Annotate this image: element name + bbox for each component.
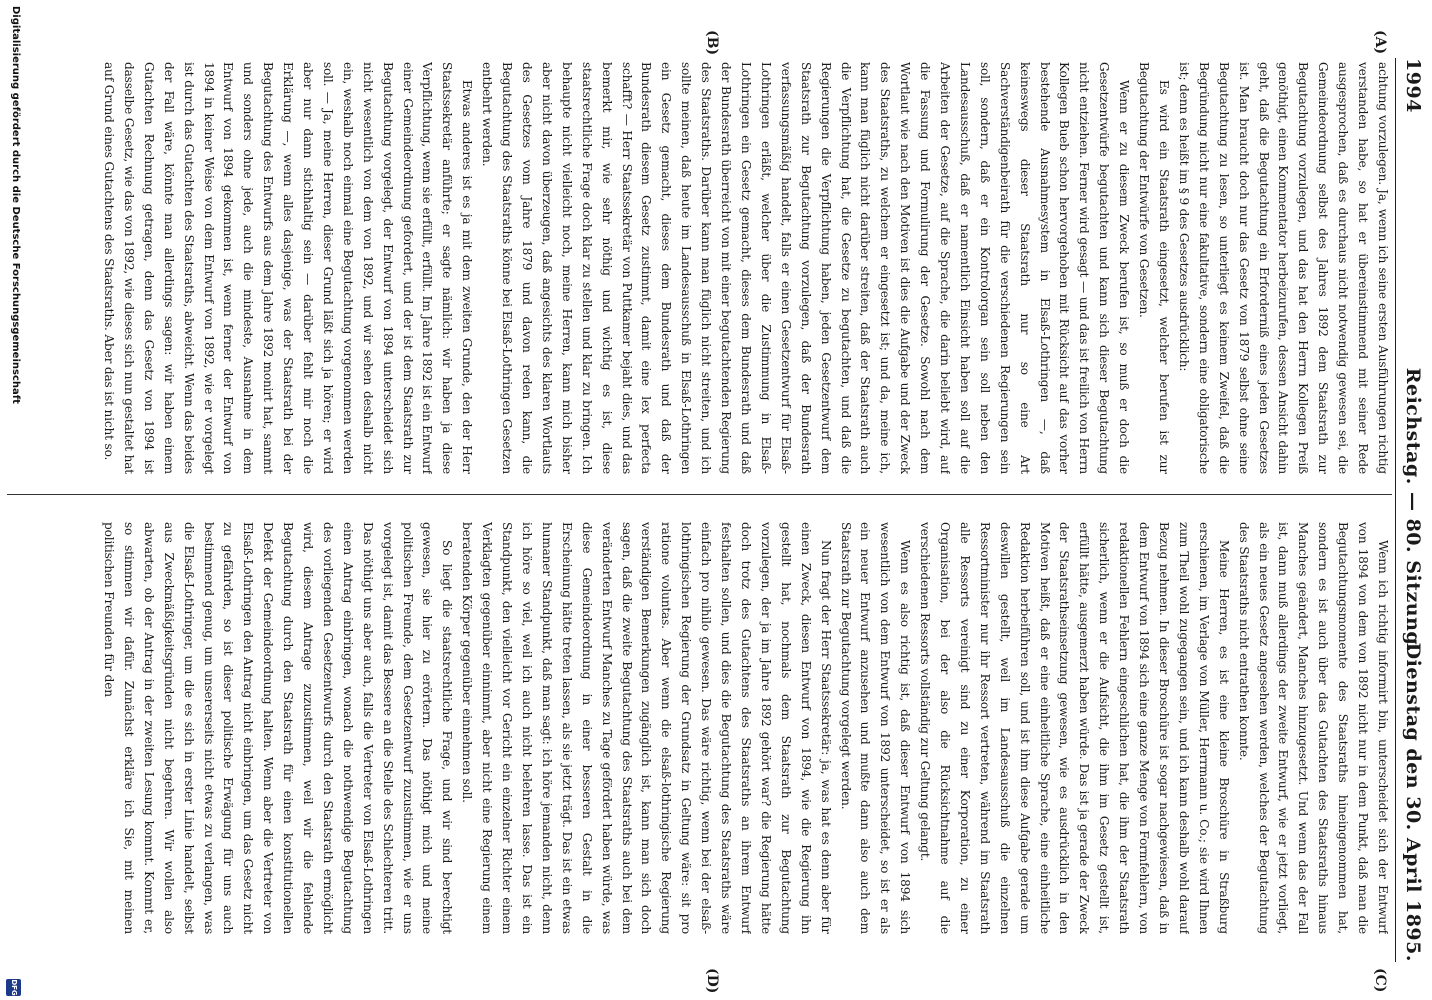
paragraph: Wenn er zu diesem Zweck berufen ist, so muß er doch die Gesetzentwürfe begutachten und kann sich dieser Begutachtung nicht entziehen. Ferner wird gesagt — und das ist freilich von Herrn Kollegen Bueb schon hervorgehoben mit Rücksicht auf das vorher bestehende Ausnahmesystem in Elsaß-Lothringen —, daß keineswegs dieser Staatsrath nur so eine Art Sachverständigenbeirath für die verschiedenen Regierungen sein soll, sondern, daß er ein Kontrolorgan sein soll neben den Landesausschuß, daß er namentlich Einsicht haben soll auf die Arbeiten der Gesetze, auf die Sprache, die darin beliebt wird, auf die Fassung und Formulirung der Gesetze. Sowohl nach dem Wortlaut wie nach den Motiven ist dies die Aufgabe und der Zweck des Staatsraths, zu welchem er eingesetzt ist; und da, meine ich, kann man füglich nicht darüber streiten, daß der Staatsrath auch die Verpflichtung hat, die Gesetze zu begutachten, und daß die Regierungen die Verpflichtung haben, jeden Gesetzentwurf dem Staatsrath zur Begutachtung vorzulegen, daß der Bundesrath verfassungsmäßig handelt, falls er einen Gesetzentwurf für Elsaß-Lothringen erläßt, welcher über die Zustimmung in Elsaß-Lothringen ein Gesetz gemacht, dieses dem Bundesrath und daß der Bundesrath überreicht von mit einer begutachtenden Regierung des Staatsraths. Darüber kann man füglich nicht streiten, und ich sollte meinen, daß heute im Landesausschuß in Elsaß-Lothringen ein Gesetz gemacht, dieses dem Bundesrath und daß der Bundesrath diesem Gesetz zustimmt, damit eine lex perfecta schafft? — Herr Staatssekretär von Puttkamer bejaht dies, und das bemerkt mir, wie sehr nöthig und wichtig es ist, diese staatsrechtliche Frage doch klar zu stellen und klar zu bringen. Ich behaupte nicht vielleicht noch, meine Herren, kann mich bisher aber nicht davon überzeugen, daß angesichts des klaren Wortlauts des Gesetzes vom Jahre 1879 und davon reden kann, die Begutachtung des Staatsraths könne bei Elsaß-Lothringen Gesetzen entbehrt werden.	[480, 62, 1132, 474]
margin-mark-d: (D)	[704, 968, 720, 994]
margin-mark-b: (B)	[704, 30, 720, 56]
margin-mark-c: (C)	[1372, 968, 1388, 993]
paragraph: Nun fragt der Herr Staatssekretär: ja, was hat es denn aber für einen Zweck, diesen Entwurf von 1894, wie die Regierung ihn gestellt hat, nochmals dem Staatsrath zur Begutachtung vorzulegen, der ja im Jahre 1892 gehört war? die Regierung hätte doch trotz des Gutachtens des Staatsraths an ihrem Entwurf festhalten sollen, und dies die Begutachtung des Staatsraths wäre einfach pro nihilo gewesen. Das wäre richtig, wenn bei der elsaß-lothringischen Regierung der Grundsatz in Geltung wäre: sit pro ratione voluntas. Aber wenn die elsaß-lothringische Regierung verständigen Bemerkungen zugänglich ist, kann man sich doch sagen, daß die zweite Begutachtung des Staatsraths auch bei dem veränderten Entwurf Manches zu Tage gefördert haben würde, was diese Gemeindeordnung in einer besseren Gestalt in die Erscheinung hätte treten lassen, als sie jetzt trägt. Das ist ein etwas humaner Standpunkt, daß man sagt: ich höre jemanden nicht, denn ich höre so viel, weil ich auch nicht belehren lasse. Das ist ein Standpunkt, den vielleicht vor Gericht ein einzelner Richter einem Verklagten gegenüber einnimmt, aber nicht eine Regierung einem beratenden Körper gegenüber einnehmen soll.	[460, 522, 833, 934]
paragraph: Etwas anderes ist es ja mit dem zweiten Grunde, den der Herr Staatssekretär anführte; er sagte nämlich: wir haben ja diese Verpflichtung, wenn sie erfüllt, erfüllt. Im Jahre 1892 ist ein Entwurf einer Gemeindeordnung gefordert, und der ist dem Staatsrath zur Begutachtung vorgelegt, der Entwurf von 1894 unterscheidet sich nicht wesentlich von dem von 1892, und wir sehen deshalb nicht ein, weshalb noch einmal eine Begutachtung vorgenommen werden soll. — Ja, meine Herren, dieser Grund läßt sich ja hören; er wird aber nur dann stichhaltig sein — darüber fehlt mir noch die Erklärung —, wenn alles dasjenige, was der Staatsrath bei der Begutachtung des Entwurfs aus dem Jahre 1892 monirt hat, sammt und sonders ohne jede, auch die mindeste, Ausnahme in dem Entwurf von 1894 gekommen ist, wenn ferner der Entwurf von 1894 in keiner Weise von dem Entwurf von 1892, wie er vorgelegt ist durch das Gutachten des Staatsraths, abweicht. Wenn das beides der Fall wäre, könnte man allerdings sagen: wir haben einem Gutachten Rechnung getragen, denn das Gesetz von 1894 ist dasselbe Gesetz, wie das von 1892, wie dieses sich nun gestaltet hat auf Grund eines Gutachtens des Staatsraths. Aber das ist nicht so.	[102, 62, 475, 474]
funding-note: Digitalisierung gefördert durch die Deutsche Forschungsgemeinschaft	[10, 6, 21, 404]
digitization-footer	[3, 6, 21, 996]
page-date: Dienstag den 30. April 1895.	[1402, 642, 1424, 962]
paragraph: Meine Herren, es ist eine kleine Broschüre in Straßburg erschienen, im Verlage von Müller, Herrmann u. Co.; sie wird Ihnen zum Theil wohl zugegangen sein, und ich kann deshalb wohl darauf Bezug nehmen. In dieser Broschüre ist sogar nachgewiesen, daß in dem Entwurf von 1894 sich eine ganze Menge von Formfehlern, von redaktionellen Fehlern eingeschlichen hat, die ihm der Staatsrath sicherlich, wenn er die Aufsicht, die ihm im Gesetz gestellt ist, erfüllt hätte, ausgemerzt haben würde. Das ist ja gerade der Zweck der Staatsrathseinsetzung gewesen, wie es ausdrücklich in den Motiven heißt, daß er eine einheitliche Sprache, eine einheitliche Redaktion herbeiführen soll, und ist ihm diese Aufgabe gerade um deswillen gestellt, weil im Landesausschuß die einzelnen Ressortminister nur ihr Ressort vertreten, während im Staatsrath alle Ressorts vereinigt sind zu einer Korporation, zu einer Organisation, bei der also die Rücksichtnahme auf die verschiedenen Ressorts vollständig zur Geltung gelangt.	[918, 522, 1231, 934]
page-header	[1395, 58, 1426, 962]
left-column	[7, 62, 1392, 474]
margin-mark-a: (A)	[1372, 30, 1388, 55]
column-divider	[7, 494, 1392, 495]
page-number: 1994	[1402, 58, 1424, 113]
page-title: Reichstag. — 80. Sitzung.	[1402, 367, 1424, 653]
paragraph: Wenn es also richtig ist, daß dieser Entwurf von 1894 sich wesentlich von dem Entwurf von 1892 unterscheidet, so ist er als ein neuer Entwurf anzusehen und mußte dann also auch dem Staatsrath zur Begutachtung vorgelegt werden.	[838, 522, 913, 934]
dfg-logo: DFG	[6, 979, 21, 996]
paragraph: So liegt die staatsrechtliche Frage, und wir sind berechtigt gewesen, sie hier zu erörtern. Das nöthigt mich und meine politischen Freunde, dem Gesetzentwurf zuzustimmen, wie er uns vorgelegt ist, damit das Bessere an die Stelle des Schlechteren tritt. Das nöthigt uns aber auch, falls die Vertreter von Elsaß-Lothringen einen Antrag einbringen, wonach die nothwendige Begutachtung des vorliegenden Gesetzentwurfs durch den Staatsrath ermöglicht wird, diesem Antrage zuzustimmen, weil wir die fehlende Begutachtung durch den Staatsrath für einen konstitutionellen Defekt der Gemeindeordnung halten. Wenn aber die Vertreter von Elsaß-Lothringen den Antrag nicht einbringen, um das Gesetz nicht zu gefährden, so ist dieser politische Erwägung für uns auch bestimmend genug, um unsererseits nicht etwas zu verlangen, was die Elsaß-Lothringer, um die es sich in erster Linie handelt, selbst aus Zweckmäßigkeitsgründen nicht begehren. Wir wollen also abwarten, ob der Antrag in der zweiten Lesung kommt. Kommt er, so stimmen wir dafür. Zunächst erkläre ich Sie, mit meinen politischen Freunden für den	[102, 522, 455, 934]
paragraph: Wenn ich richtig informirt bin, unterscheidet sich der Entwurf von 1894 von dem von 1892 nicht nur in dem Punkt, daß man die Begutachtungsmomente des Staatsraths hineingenommen hat, sondern es ist auch über das Gutachten des Staatsraths hinaus Manches geändert, Manches hinzugesetzt. Und wenn das der Fall ist, dann muß allerdings der zweite Entwurf, wie er jetzt vorliegt, als ein neues Gesetz angesehen werden, welches der Begutachtung des Staatsraths nicht entrathen konnte.	[1236, 522, 1390, 934]
right-column	[7, 522, 1392, 934]
paragraph: Es wird ein Staatsrath eingesetzt, welcher berufen ist zur Begutachtung der Entwürfe von Gesetzen.	[1137, 62, 1172, 474]
paragraph: achtung vorzulegen. Ja, wenn ich seine ersten Ausführungen richtig verstanden habe, so hat er übereinstimmend mit seiner Rede ausgesprochen, daß es durchaus nicht notwendig gewesen sei, die Gemeindeordnung selbst des Jahres 1892 dem Staatsrath zur Begutachtung vorzulegen, und das hat den Herrn Kollegen Preiß genöthigt, einen Kommentator herbeizurufen, dessen Ansicht dahin geht, daß die Begutachtung ein Erforderniß eines jeden Gesetzes ist. Man braucht doch nur das Gesetz von 1879 selbst ohne seine Begutachtung zu lesen, so unterliegt es keinem Zweifel, daß die Begründung nicht nur eine fakultative, sondern eine obligatorische ist; denn es heißt im § 9 des Gesetzes ausdrücklich:	[1176, 62, 1390, 474]
